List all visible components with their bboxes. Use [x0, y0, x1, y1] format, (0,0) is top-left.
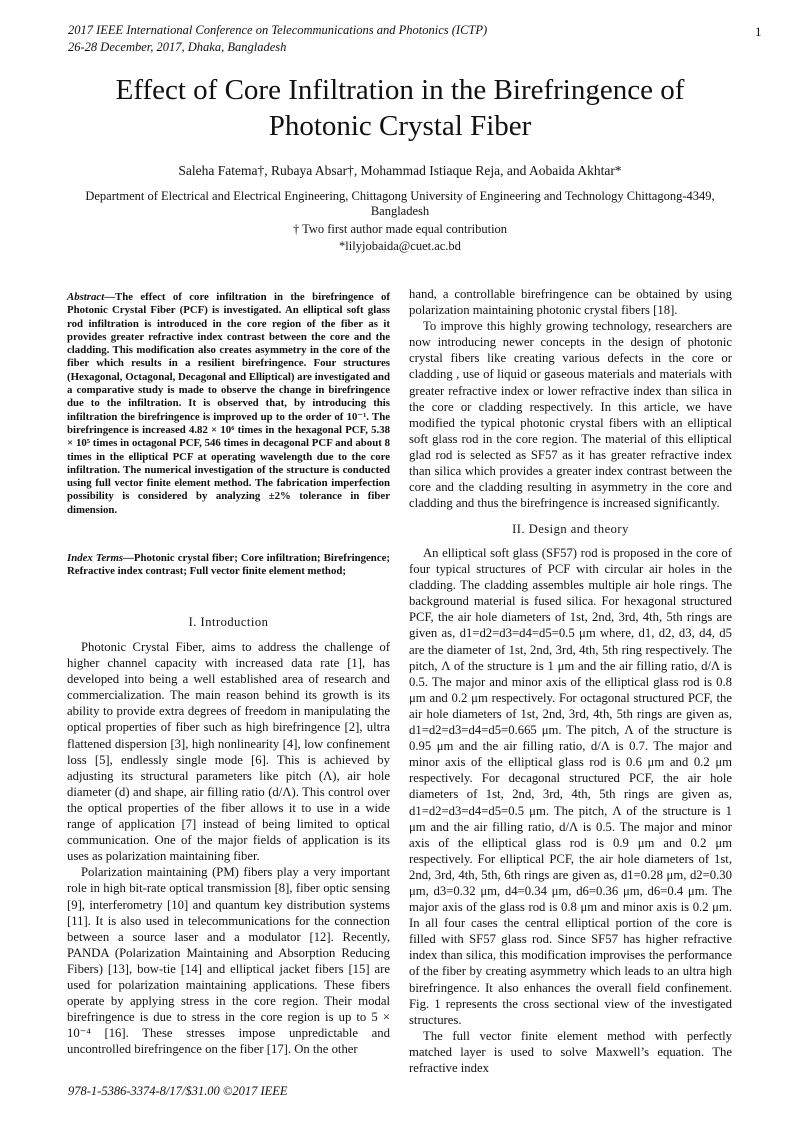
intro-paragraph: To improve this highly growing technology, researchers are now introducing newer concepts in the design of photonic crystal fibers like creating various defects in the core or cladding , use of liquid or gaseous materials and materials with greater refractive index or lower refractive index than silica in the core or cladding respectively. In this article, we have modified the typical photonic crystal fibers with an elliptical soft glass rod in the core region. The material of this elliptical glad rod is selected as SF57 as it has greater refractive index than silica which provides a greater index contrast between the core and the cladding resulting in asymmetry in the core and cladding and thus the birefringence is increased significantly.	[409, 319, 732, 511]
design-body	[409, 545, 732, 1076]
email-link[interactable]: *lilyjobaida@cuet.ac.bd	[339, 239, 461, 253]
intro-paragraph: hand, a controllable birefringence can be obtained by using polarization maintaining photonic crystal fibers [18].	[409, 287, 732, 318]
title-line-2: Photonic Crystal Fiber	[268, 110, 532, 142]
index-terms	[67, 552, 390, 579]
index-terms-text: —Photonic crystal fiber; Core infiltration; Birefringence; Refractive index contrast; Full vector finite element method;	[67, 552, 390, 578]
design-paragraph: An elliptical soft glass (SF57) rod is proposed in the core of four typical structures of PCF with circular air holes in the cladding. The cladding assembles multiple air hole rings. The background material is fused silica. For hexagonal structured PCF, the air hole diameters of 1st, 2nd, 3rd, 4th, 5th rings are given as, d1=d2=d3=d4=d5=0.5 μm where, d1, d2, d3, d4, d5 are the diameter of 1st, 2nd, 3rd, 4th, 5th ring respectively. The pitch, Λ of the structure is 1 μm and the air filling ratio, d/Λ is 0.5. The major and minor axis of the elliptical glass rod is 0.8 μm and 0.2 μm respectively. For octagonal structured PCF, the air hole diameters of 1st, 2nd, 3rd, 4th, 5th rings are given as, d1=d2=d3=d4=d5=0.665 μm. The pitch, Λ of the structure is 0.95 μm and the air filling ratio, d/Λ is 0.7. The major and minor axis of the elliptical glass rod is 0.6 μm and 0.2 μm respectively. For decagonal structured PCF, the air hole diameters of 1st, 2nd, 3rd, 4th, 5th rings are given as, d1=d2=d3=d4=d5=0.5 μm. The pitch, Λ of the structure is 1 μm and the air filling ratio, d/Λ is 0.5. The major and minor axis of the elliptical glass rod is 0.9 μm and 0.2 μm respectively. For elliptical PCF, the air hole diameters of 1st, 2nd, 3rd, 4th, 5th, 6th rings are given as, d1=0.28 μm, d2=0.30 μm, d3=0.32 μm, d4=0.34 μm, d6=0.36 μm, d6=0.4 μm. The major axis of the glass rod is 0.8 μm and minor axis is 0.2 μm. In all four cases the central elliptical portion of the core is filled with SF57 glass rod. Since SF57 has higher refractive index than silica, this modification improvises the performance of the fiber by creating asymmetry which leads to an ultra high birefringence. It also enhances the overall field confinement. Fig. 1 represents the cross sectional view of the investigated structures.	[409, 546, 732, 1027]
intro-paragraph: Polarization maintaining (PM) fibers play a very important role in high bit-rate optical transmission [8], fiber optic sensing [9], interferometry [10] and quantum key distribution systems [11]. It is also used in telecommunications for the connection between a source laser and a modulator [12]. Recently, PANDA (Polarization Maintaining and Absorption Reducing Fibers) [13], bow-tie [14] and elliptical jacket fibers [15] are used for polarization maintaining applications. These fibers operate by applying stress in the core region. Their modal birefringence is due to stress in the core region is up to 5 × 10⁻⁴ [16]. These stresses impose unpredictable and uncontrolled birefringence on the fiber [17]. On the other	[67, 865, 390, 1057]
contribution-note: † Two first author made equal contribution	[292, 222, 508, 236]
paper-title	[40, 72, 760, 144]
copyright-footer: 978-1-5386-3374-8/17/$31.00 ©2017 IEEE	[68, 1084, 288, 1098]
author-list: Saleha Fatema†, Rubaya Absar†, Mohammad Istiaque Reja, and Aobaida Akhtar*	[178, 163, 622, 178]
design-paragraph: The full vector finite element method with perfectly matched layer is used to solve Maxwell’s equation. The refractive index	[409, 1028, 732, 1075]
introduction-body	[67, 639, 390, 1057]
index-terms-label: Index Terms	[67, 552, 124, 564]
section-heading-design: II. Design and theory	[512, 522, 629, 536]
conference-header	[68, 22, 487, 56]
conference-line-2: 26-28 December, 2017, Dhaka, Bangladesh	[68, 40, 287, 54]
abstract-label: Abstract	[67, 291, 105, 303]
corresponding-email[interactable]	[40, 239, 760, 254]
abstract-text: —The effect of core infiltration in the birefringence of Photonic Crystal Fiber (PCF) is investigated. An elliptical soft glass rod infiltration is introduced in the core region of the fiber as it provides greater refractive index contrast between the core and the cladding. This modification also creates asymmetry in the core of the fiber which results in a resilient birefringence. Four structures (Hexagonal, Octagonal, Decagonal and Elliptical) are investigated and a comparative study is made to observe the change in birefringence due to the infiltration. It is observed that, by introducing this infiltration the birefringence is improved up to the order of 10⁻¹. The birefringence is increased 4.82 × 10⁶ times in the hexagonal PCF, 5.38 × 10⁵ times in octagonal PCF, 546 times in decagonal PCF and about 8 times in the elliptical PCF at operating wavelength due to the core infiltration. The numerical investigation of the structure is conducted using full vector finite element method. The fabrication imperfection possibility is considered by analyzing ±2% tolerance in fiber dimension.	[67, 291, 390, 516]
abstract	[67, 291, 390, 517]
affiliation: Department of Electrical and Electrical Engineering, Chittagong University of Engineering and Technology Chittagong-4349, Bangladesh	[85, 189, 715, 218]
introduction-continued	[409, 286, 732, 511]
section-heading-introduction: I. Introduction	[188, 615, 269, 629]
conference-line-1: 2017 IEEE International Conference on Telecommunications and Photonics (ICTP)	[68, 23, 488, 37]
title-line-1: Effect of Core Infiltration in the Birefringence of	[115, 74, 685, 106]
page-number: 1	[755, 24, 762, 39]
intro-paragraph: Photonic Crystal Fiber, aims to address the challenge of higher channel capacity with increased data rate [1], has developed into being a well established area of research and commercialization. The main reason behind its growth is its ability to provide extra degrees of freedom in manipulating the optical properties of fiber such as high birefringence [2], ultra flattened dispersion [3], high nonlinearity [4], low confinement loss [5], endlessly single mode [6]. This is achieved by adjusting its structural parameters like pitch (Λ), air hole diameter (d) and shape, air filling ratio (d/Λ). This control over the optical properties of the fiber allows it to use in a wide range of application [7] instead of being limited to optical communication. One of the major fields of application is its uses as polarization maintaining fiber.	[67, 640, 390, 864]
